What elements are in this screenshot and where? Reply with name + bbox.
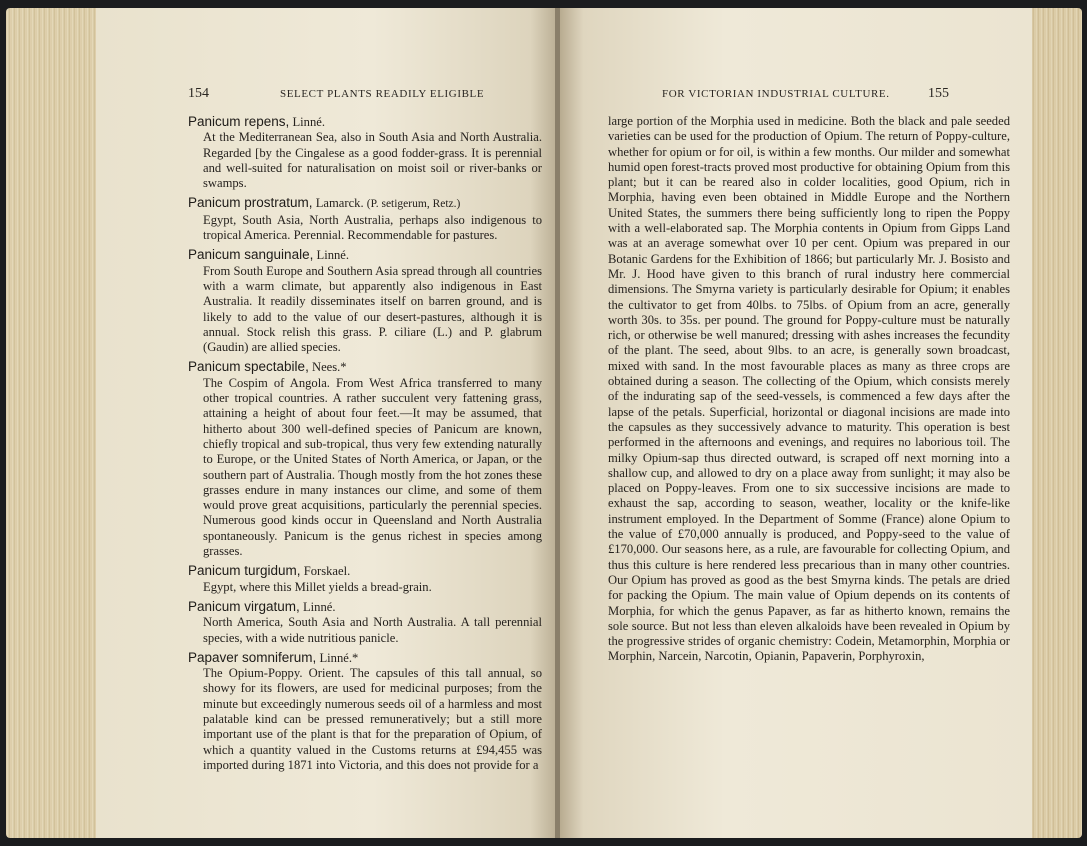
- entry-papaver-somniferum: [188, 650, 542, 773]
- entry-author: Linné.: [316, 248, 350, 263]
- entry-panicum-virgatum: [188, 599, 542, 646]
- page-number-right: 155: [928, 86, 949, 101]
- entry-text: The Cospim of Angola. From West Africa transferred to many other tropical countries. A rather succulent very fattening grass, attaining a height of about four feet.—It may be assumed, that hitherto about 300 well-defined species of Panicum are known, chiefly tropical and sub-tropical, thus very few extending naturally to Europe, or the United States of North America, or Japan, or the southern part of Australia. Though mostly from the hot zones these grasses endure in many instances our clime, and some of them would prove great acquisitions, particularly the perennial species. Numerous good kinds occur in Queensland and North Australia spontaneously. Panicum is the genus richest in species among grasses.: [203, 375, 542, 559]
- entry-name: Panicum repens,: [188, 114, 290, 129]
- running-head-right: FOR VICTORIAN INDUSTRIAL CULTURE.: [662, 88, 890, 100]
- entry-text: From South Europe and Southern Asia spread through all countries with a warm climate, but apparently also indigenous in East Australia. It readily disseminates itself on barren ground, and is likely to add to the value of our desert-pastures, although it is annual. Stock relish this grass. P. ciliare (L.) and P. glabrum (Gaudin) are allied species.: [203, 263, 542, 355]
- entry-name: Panicum spectabile,: [188, 359, 309, 375]
- entry-text: The Opium-Poppy. Orient. The capsules of this tall annual, so showy for its flowers, are used for medicinal purposes; from the minute but exceedingly numerous seeds oil of a harmless and most palatable kind can be pressed remuneratively; but a still more important use of the plant is that for the preparation of Opium, of which a quantity valued in the Customs returns at £94,455 was imported during 1871 into Victoria, and this does not provide for a: [203, 666, 542, 772]
- entry-author: Forskael.: [303, 564, 351, 579]
- entry-author: Nees.*: [311, 360, 347, 375]
- entry-name: Panicum prostratum,: [188, 195, 313, 211]
- entry-text: Egypt, where this Millet yields a bread-grain.: [203, 579, 432, 594]
- entry-text: Egypt, South Asia, North Australia, perhaps also indigenous to tropical America. Perennial. Recommendable for pastures.: [203, 212, 542, 243]
- entry-panicum-turgidum: [188, 563, 542, 595]
- left-page: [96, 8, 558, 838]
- page-number-left: 154: [188, 86, 209, 101]
- entry-name: Panicum virgatum,: [188, 598, 300, 614]
- entry-text: North America, South Asia and North Australia. A tall perennial species, with a wide nutritious panicle.: [203, 615, 542, 645]
- right-page-content: [608, 114, 1010, 665]
- entry-name: Panicum turgidum,: [188, 563, 301, 579]
- entry-panicum-prostratum: [188, 195, 542, 243]
- page-stack-right: [1030, 8, 1082, 838]
- entry-synonym: (P. setigerum, Retz.): [366, 198, 461, 211]
- entry-panicum-repens: [188, 114, 542, 191]
- entry-panicum-spectabile: [188, 359, 542, 559]
- entry-text: At the Mediterranean Sea, also in South Asia and North Australia. Regarded [by the Cingalese as a good fodder-grass. It is perennial and well-suited for naturalisation on moist soil or river-banks or swamps.: [203, 130, 542, 191]
- entry-author: Linné.*: [319, 650, 359, 665]
- running-head-left: SELECT PLANTS READILY ELIGIBLE: [280, 88, 485, 100]
- entry-author: Lamarck.: [315, 196, 364, 211]
- page-stack-left: [6, 8, 100, 838]
- entry-name: Panicum sanguinale,: [188, 247, 314, 263]
- entry-panicum-sanguinale: [188, 247, 542, 355]
- entry-name: Papaver somniferum,: [188, 649, 317, 665]
- right-page: [560, 8, 1032, 838]
- entry-author: Linné.: [292, 115, 325, 129]
- left-page-content: [188, 114, 542, 777]
- body-paragraph: large portion of the Morphia used in medicine. Both the black and pale seeded varieties can be used for the production of Opium. The return of Poppy-culture, whether for opium or for oil, is within a few months. Our milder and somewhat humid open forest-tracts proved most productive for obtaining Opium from this plant; but it can be reared also in colder localities, good Opium, rich in Morphia, having even been obtained in Middle Europe and the Northern United States, the summers there being sufficiently long to ripen the Poppy with a well-elaborated sap. The Morphia contents in Opium from Gipps Land was at an average somewhat over 10 per cent. Opium was prepared in our Botanic Gardens for the Exhibition of 1866; but particularly Mr. J. Bosisto and Mr. J. Hood have given to this branch of rural industry here commercial dimensions. The Smyrna variety is particularly desirable for Opium; it enables the cultivator to get from 40lbs. to 75lbs. of Opium from an acre, generally worth 30s. to 35s. per pound. The ground for Poppy-culture must be naturally rich, or otherwise be well manured; dressing with ashes increases the fecundity of the plant. The seed, about 9lbs. to an acre, is generally sown broadcast, mixed with sand. In the most favourable places as many as three crops are obtained during a season. The collecting of the Opium, which consists merely of the indurating sap of the seed-vessels, is commenced a few days after the lapse of the petals. Superficial, horizontal or diagonal incisions are made into the capsules as they successively advance to maturity. This operation is best performed in the afternoons and evenings, and requires no laborious toil. The milky Opium-sap thus directed outward, is scraped off next morning into a shallow cup, and allowed to dry on a place away from sunlight; it may also be placed on Poppy-leaves. From one to six successive incisions are made to exhaust the sap, according to season, weather, locality or the knife-like instrument employed. In the Department of Somme (France) alone Opium to the value of £70,000 annually is produced, and Poppy-seed to the value of £170,000. Our seasons here, as a rule, are favourable for collecting Opium, and thus this culture is here rendered less precarious than in many other countries. Our Opium has proved as good as the best Smyrna kinds. The petals are dried for packing the Opium. The main value of Opium depends on its contents of Morphia, for which the genus Papaver, as far as hitherto known, remains the sole source. But not less than eleven alkaloids have been revealed in Opium by the progressive strides of organic chemistry: Codein, Metamorphin, Morphia or Morphin, Narcein, Narcotin, Opianin, Papaverin, Porphyroxin,: [608, 114, 1010, 664]
- entry-author: Linné.: [302, 599, 336, 614]
